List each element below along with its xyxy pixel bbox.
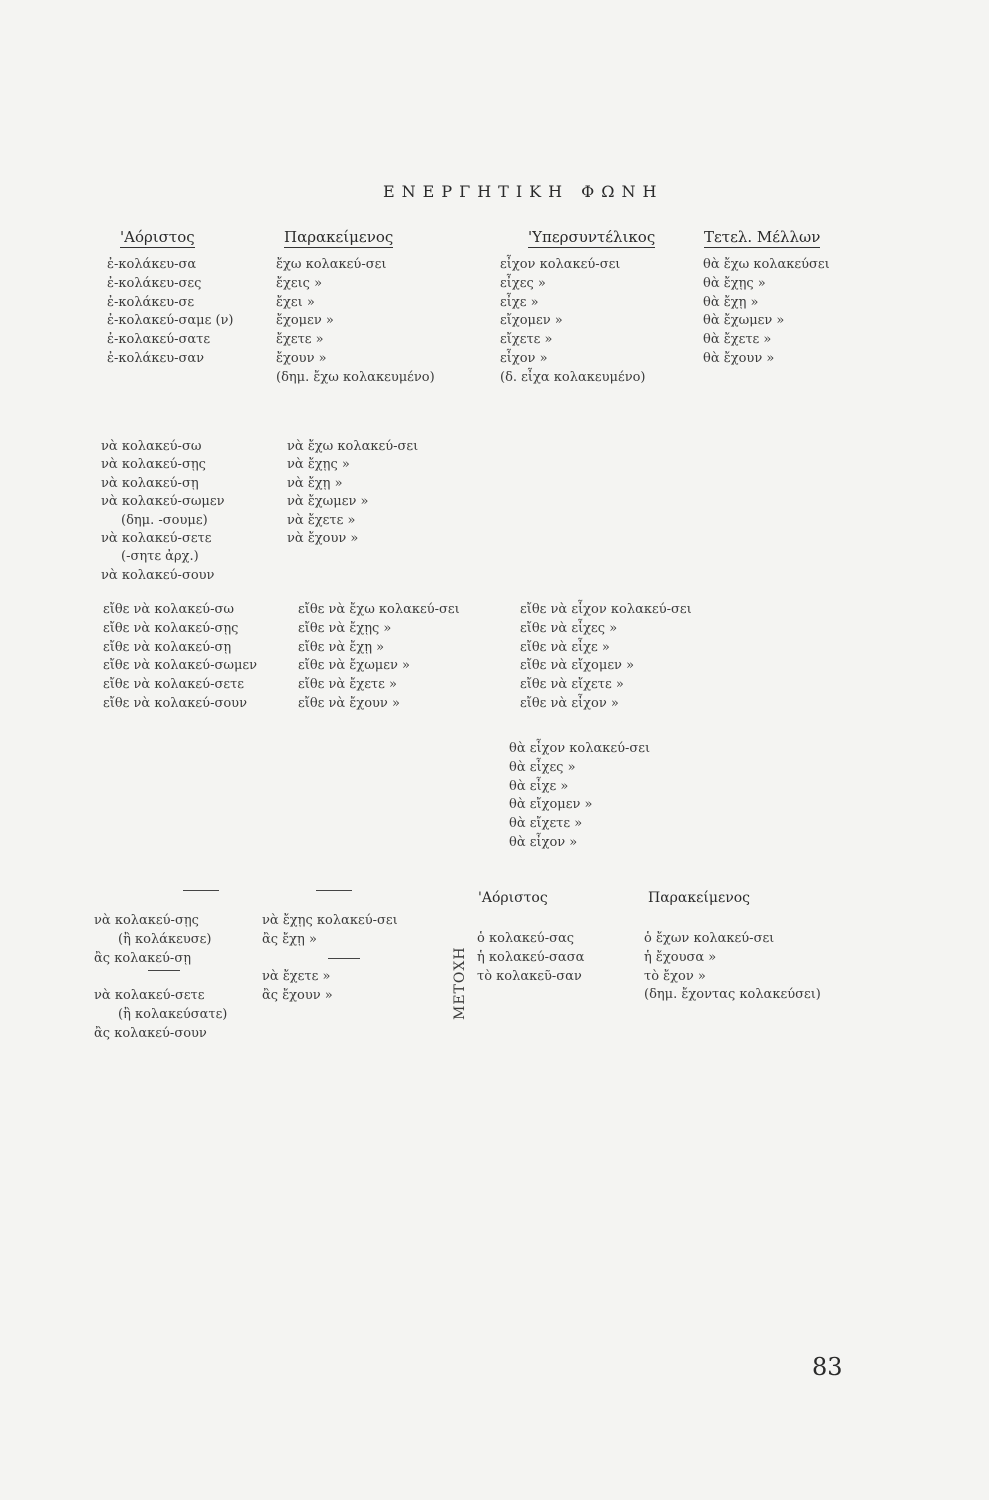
conjugation-line: εἴθε νὰ ἔχῃ » xyxy=(298,639,385,655)
conjugation-line: θὰ ἔχῃ » xyxy=(703,294,759,310)
conjugation-line: εἴθε νὰ ἔχω κολακεύ-σει xyxy=(298,602,460,617)
participle-aorist-column xyxy=(477,930,584,986)
conjugation-line: νὰ κολακεύ-σῃς xyxy=(94,913,199,928)
conjugation-line: εἴθε νὰ κολακεύ-σῃ xyxy=(103,639,232,655)
subjunctive-aorist-column xyxy=(101,438,225,585)
conjugation-line: εἴχομεν » xyxy=(500,313,563,329)
conjugation-line: εἴθε νὰ εἶχον » xyxy=(520,695,619,711)
participle-vertical-label: ΜΕΤΟΧΗ xyxy=(452,946,468,1020)
conjugation-line: νὰ ἔχῃ » xyxy=(287,475,343,491)
conjugation-line: νὰ ἔχω κολακεύ-σει xyxy=(287,439,419,454)
conjugation-line: νὰ ἔχωμεν » xyxy=(287,494,369,510)
conjugation-line: τὸ ἔχον » xyxy=(644,968,706,984)
conjugation-line: εἴθε νὰ ἔχουν » xyxy=(298,695,400,711)
conjugation-line: ἔχει » xyxy=(276,294,315,310)
conjugation-line: θὰ εἴχετε » xyxy=(509,816,583,832)
separator-slot xyxy=(262,950,398,969)
header-aorist: 'Αόριστος xyxy=(120,228,195,246)
conjugation-line: εἶχες » xyxy=(500,275,546,291)
indicative-aorist-column xyxy=(107,256,234,369)
conjugation-note: (ἢ κολακεύσατε) xyxy=(118,1006,228,1022)
conjugation-line: εἴχετε » xyxy=(500,332,553,348)
conjugation-line: ἔχεις » xyxy=(276,275,323,291)
header-future-perfect: Τετελ. Μέλλων xyxy=(704,228,821,246)
participle-header-perfect: Παρακείμενος xyxy=(648,890,750,906)
conjugation-line: νὰ ἔχουν » xyxy=(287,530,359,546)
conjugation-line: εἴθε νὰ εἴχετε » xyxy=(520,677,624,693)
subjunctive-perfect-column xyxy=(287,438,418,548)
conjugation-line: ἔχομεν » xyxy=(276,313,334,329)
conjugation-line: ἡ ἔχουσα » xyxy=(644,949,717,965)
imperative-aorist-header-dash xyxy=(183,890,219,891)
conjugation-line: εἶχον κολακεύ-σει xyxy=(500,257,621,272)
conjugation-line: εἶχον » xyxy=(500,350,548,366)
conjugation-line: θὰ ἔχῃς » xyxy=(703,275,766,291)
imperative-perfect-column xyxy=(262,912,398,1006)
optative-aorist-column xyxy=(103,601,257,714)
header-perfect: Παρακείμενος xyxy=(284,228,394,246)
conjugation-line: ἔχω κολακεύ-σει xyxy=(276,257,387,272)
conjugation-line: θὰ ἔχω κολακεύσει xyxy=(703,257,830,272)
conjugation-line: εἴθε νὰ εἶχε » xyxy=(520,639,610,655)
optative-perfect-column xyxy=(298,601,460,714)
conjugation-line: ἐ-κολάκευ-σες xyxy=(107,275,202,291)
conjugation-line: εἴθε νὰ ἔχετε » xyxy=(298,677,397,693)
conjugation-line: ἂς ἔχουν » xyxy=(262,988,333,1004)
conjugation-note: (δ. εἶχα κολακευμένο) xyxy=(500,369,646,385)
page-number: 83 xyxy=(812,1353,843,1381)
conjugation-line: νὰ κολακεύ-σω xyxy=(101,439,202,454)
conditional-column xyxy=(509,740,650,853)
conjugation-line: θὰ ἔχετε » xyxy=(703,332,772,348)
conjugation-line: ἐ-κολακεύ-σατε xyxy=(107,332,211,348)
conjugation-line: νὰ κολακεύ-σουν xyxy=(101,567,215,583)
conjugation-line: νὰ κολακεύ-σωμεν xyxy=(101,494,225,510)
conjugation-line: εἴθε νὰ εἶχες » xyxy=(520,620,618,636)
conjugation-note: (ἢ κολάκευσε) xyxy=(118,931,212,947)
conjugation-line: νὰ ἔχῃς » xyxy=(287,457,350,473)
conjugation-note: (-σητε ἀρχ.) xyxy=(121,549,199,565)
conjugation-line: τὸ κολακεῦ-σαν xyxy=(477,968,582,984)
conjugation-line: εἴθε νὰ κολακεύ-σω xyxy=(103,602,234,617)
conjugation-line: νὰ ἔχετε » xyxy=(287,512,356,528)
conjugation-line: ἡ κολακεύ-σασα xyxy=(477,949,585,965)
conjugation-line: εἴθε νὰ εἶχον κολακεύ-σει xyxy=(520,602,692,617)
conjugation-line: εἴθε νὰ κολακεύ-σουν xyxy=(103,695,247,711)
conjugation-line: θὰ εἶχες » xyxy=(509,759,576,775)
conjugation-line: θὰ εἴχομεν » xyxy=(509,797,593,813)
participle-perfect-column xyxy=(644,930,821,1005)
conjugation-line: ἂς ἔχῃ » xyxy=(262,931,317,947)
conjugation-line: νὰ κολακεύ-σῃς xyxy=(101,457,206,473)
conjugation-line: ἔχουν » xyxy=(276,350,327,366)
conjugation-line: ἂς κολακεύ-σουν xyxy=(94,1025,207,1041)
conjugation-line: ἐ-κολακεύ-σαμε (ν) xyxy=(107,313,234,329)
conjugation-line: εἴθε νὰ κολακεύ-σῃς xyxy=(103,620,239,636)
conjugation-line: ἐ-κολάκευ-σα xyxy=(107,257,197,272)
conjugation-line: ἔχετε » xyxy=(276,332,324,348)
conjugation-line: θὰ ἔχουν » xyxy=(703,350,775,366)
conjugation-line: εἴθε νὰ κολακεύ-σετε xyxy=(103,677,245,693)
imperative-aorist-column xyxy=(94,912,227,1044)
conjugation-line: ὁ κολακεύ-σας xyxy=(477,931,575,946)
conjugation-line: νὰ ἔχῃς κολακεύ-σει xyxy=(262,913,398,928)
participle-header-aorist: 'Αόριστος xyxy=(478,890,548,906)
conjugation-note: (δημ. -σουμε) xyxy=(121,512,208,528)
indicative-perfect-column xyxy=(276,256,435,388)
page-title: ΕΝΕΡΓΗΤΙΚΗ ΦΩΝΗ xyxy=(383,182,664,201)
indicative-pluperfect-column xyxy=(500,256,646,388)
conjugation-line: νὰ κολακεύ-σῃ xyxy=(101,475,199,491)
conjugation-note: (δημ. ἔχω κολακευμένο) xyxy=(276,369,435,385)
separator-slot xyxy=(94,968,227,987)
conjugation-line: εἶχε » xyxy=(500,294,539,310)
conjugation-line: θὰ εἶχον » xyxy=(509,834,578,850)
conjugation-line: νὰ ἔχετε » xyxy=(262,969,331,985)
conjugation-line: θὰ εἶχε » xyxy=(509,778,569,794)
conjugation-line: ἐ-κολάκευ-σε xyxy=(107,294,195,310)
conjugation-line: εἴθε νὰ ἔχωμεν » xyxy=(298,658,410,674)
conjugation-line: ἂς κολακεύ-σῃ xyxy=(94,950,191,966)
conjugation-line: εἴθε νὰ εἴχομεν » xyxy=(520,658,635,674)
conjugation-line: ὁ ἔχων κολακεύ-σει xyxy=(644,931,775,946)
indicative-future-perfect-column xyxy=(703,256,830,369)
conjugation-line: εἴθε νὰ ἔχῃς » xyxy=(298,620,392,636)
conjugation-line: θὰ ἔχωμεν » xyxy=(703,313,785,329)
optative-pluperfect-column xyxy=(520,601,692,714)
conjugation-line: νὰ κολακεύ-σετε xyxy=(101,530,212,546)
conjugation-line: θὰ εἶχον κολακεύ-σει xyxy=(509,741,651,756)
conjugation-line: ἐ-κολάκευ-σαν xyxy=(107,350,205,366)
conjugation-note: (δημ. ἔχοντας κολακεύσει) xyxy=(644,987,821,1003)
conjugation-line: νὰ κολακεύ-σετε xyxy=(94,988,205,1004)
header-pluperfect: 'Υπερσυντέλικος xyxy=(528,228,656,246)
conjugation-line: εἴθε νὰ κολακεύ-σωμεν xyxy=(103,658,258,674)
imperative-perfect-header-dash xyxy=(316,890,352,891)
